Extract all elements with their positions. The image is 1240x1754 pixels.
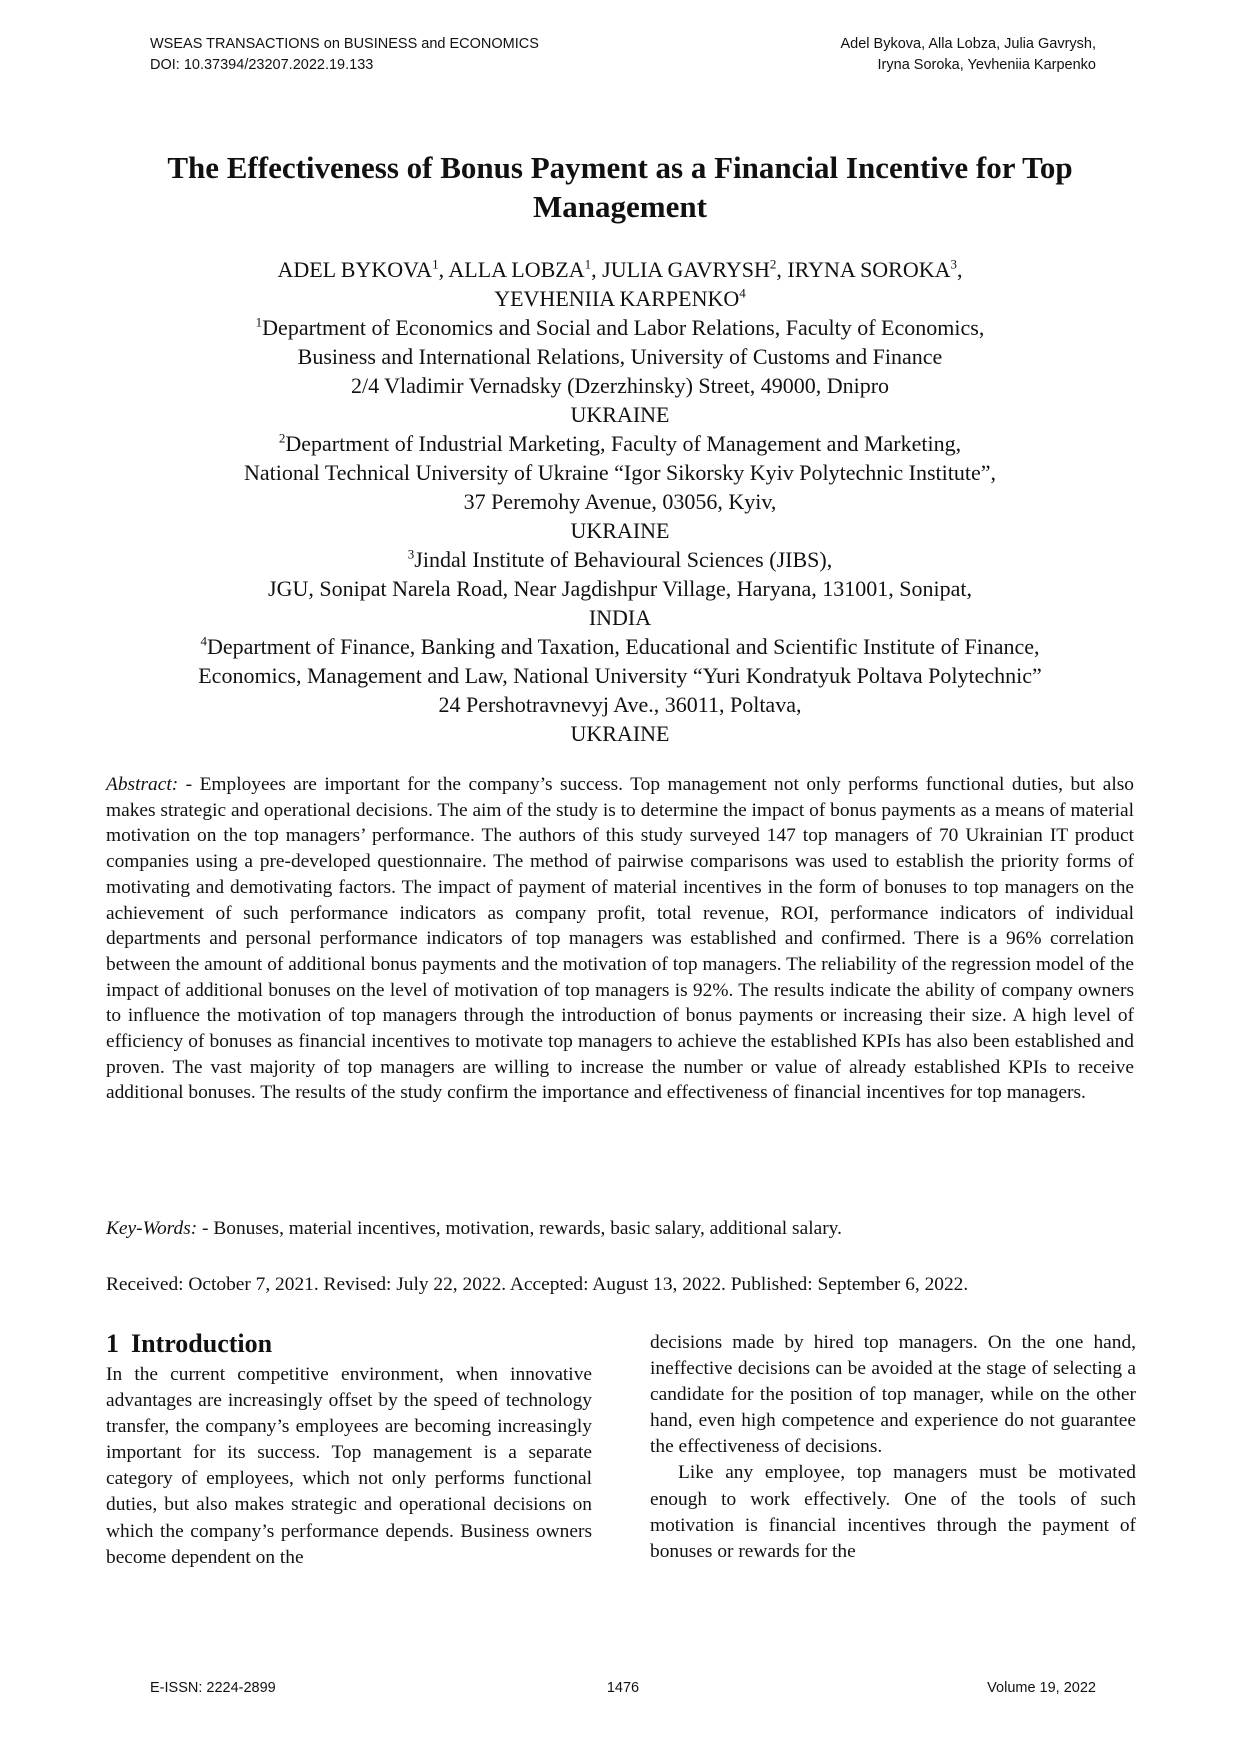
intro-paragraph-2: Like any employee, top managers must be motivated enough to work effectively. One of the tools of such motivation is financial incentives through the payment of bonuses or rewards for the bbox=[650, 1462, 1136, 1562]
author-name: ADEL BYKOVA bbox=[277, 257, 433, 282]
aff-sup: 1 bbox=[255, 314, 263, 330]
intro-paragraph-1: In the current competitive environment, when innovative advantages are increasingly offset by the speed of technology transfer, the company’s employees are becoming increasingly important for its success. Top management is a separate category of employees, which not only performs functional duties, but also makes strategic and operational decisions on which the company’s performance depends. Business owners become dependent on the bbox=[106, 1364, 592, 1568]
affiliation-3-line2: JGU, Sonipat Narela Road, Near Jagdishpur Village, Haryana, 131001, Sonipat, bbox=[268, 576, 972, 601]
affiliation-2-line3: 37 Peremohy Avenue, 03056, Kyiv, bbox=[463, 489, 777, 514]
author-name: YEVHENIIA KARPENKO bbox=[494, 286, 740, 311]
aff-sup: 4 bbox=[200, 633, 207, 649]
affiliation-4-country: UKRAINE bbox=[570, 721, 670, 746]
header-authors-line1: Adel Bykova, Alla Lobza, Julia Gavrysh, bbox=[840, 36, 1096, 52]
affiliation-2-line1 bbox=[90, 429, 1150, 458]
doi[interactable]: DOI: 10.37394/23207.2022.19.133 bbox=[150, 57, 374, 73]
author-sup: 3 bbox=[950, 256, 958, 272]
aff-text: Department of Industrial Marketing, Faculty of Management and Marketing, bbox=[285, 431, 962, 456]
aff-sup: 2 bbox=[278, 430, 286, 446]
author-sup: 1 bbox=[584, 256, 592, 272]
affiliation-4-line3: 24 Pershotravnevyj Ave., 36011, Poltava, bbox=[438, 692, 802, 717]
affiliation-4-line1 bbox=[90, 632, 1150, 661]
section-heading bbox=[106, 1328, 592, 1360]
keywords bbox=[106, 1216, 1134, 1242]
affiliation-3-line1 bbox=[90, 545, 1150, 574]
abstract-label: Abstract: bbox=[106, 774, 179, 795]
publication-dates: Received: October 7, 2021. Revised: July 22, 2022. Accepted: August 13, 2022. Published: September 6, 2022. bbox=[106, 1274, 969, 1295]
author-list-line2 bbox=[90, 284, 1150, 313]
footer-issn: E-ISSN: 2224-2899 bbox=[150, 1680, 276, 1696]
affiliation-1-line1 bbox=[90, 313, 1150, 342]
paper-title bbox=[110, 148, 1130, 226]
header-left bbox=[150, 34, 539, 76]
journal-name: WSEAS TRANSACTIONS on BUSINESS and ECONOMICS bbox=[150, 36, 539, 52]
footer-page-number: 1476 bbox=[606, 1680, 640, 1696]
left-column bbox=[106, 1328, 592, 1571]
aff-text: Jindal Institute of Behavioural Sciences (JIBS), bbox=[414, 547, 833, 572]
author-sup: 1 bbox=[432, 256, 439, 272]
author-name: , IRYNA SOROKA bbox=[776, 257, 951, 282]
affiliation-2-line2: National Technical University of Ukraine “Igor Sikorsky Kyiv Polytechnic Institute”, bbox=[244, 460, 996, 485]
keywords-text: - Bonuses, material incentives, motivation, rewards, basic salary, additional salary. bbox=[197, 1218, 842, 1239]
title-line1: The Effectiveness of Bonus Payment as a Financial Incentive for Top bbox=[167, 150, 1073, 185]
intro-paragraph-1-continued: decisions made by hired top managers. On the one hand, ineffective decisions can be avoided at the stage of selecting a candidate for the position of top manager, while on the other hand, even high competence and experience do not guarantee the effectiveness of decisions. bbox=[650, 1332, 1136, 1458]
aff-sup: 3 bbox=[407, 546, 415, 562]
title-line2: Management bbox=[533, 189, 707, 224]
header-right bbox=[841, 34, 1097, 76]
affiliation-1-country: UKRAINE bbox=[570, 402, 670, 427]
header-authors-line2: Iryna Soroka, Yevheniia Karpenko bbox=[877, 57, 1096, 73]
affiliation-4-line2: Economics, Management and Law, National University “Yuri Kondratyuk Poltava Polytechnic” bbox=[198, 663, 1042, 688]
abstract-text: - Employees are important for the company’s success. Top management not only performs functional duties, but also makes strategic and operational decisions. The aim of the study is to determine the impact of bonus payments as a means of material motivation on the top managers’ performance. The authors of this study surveyed 147 top managers of 70 Ukrainian IT product companies using a pre-developed questionnaire. The method of pairwise comparisons was used to establish the priority forms of motivating and demotivating factors. The impact of payment of material incentives in the form of bonuses to top managers on the achievement of such performance indicators as company profit, total revenue, ROI, performance indicators of individual departments and personal performance indicators of top managers was established and confirmed. There is a 96% correlation between the amount of additional bonus payments and the motivation of top managers. The reliability of the regression model of the impact of additional bonuses on the level of motivation of top managers is 92%. The results indicate the ability of company owners to influence the motivation of top managers through the introduction of bonus payments or increasing their size. A high level of efficiency of bonuses as financial incentives to motivate top managers to achieve the established KPIs has also been established and proven. The vast majority of top managers are willing to increase the number or value of already established KPIs to receive additional bonuses. The results of the study confirm the importance and effectiveness of financial incentives for top managers. bbox=[106, 774, 1134, 1104]
keywords-label: Key-Words: bbox=[106, 1218, 198, 1239]
author-sep: , bbox=[957, 257, 963, 282]
author-sup: 2 bbox=[769, 256, 777, 272]
author-list-line1 bbox=[90, 255, 1150, 284]
author-sup: 4 bbox=[739, 285, 746, 301]
affiliation-1-line2: Business and International Relations, University of Customs and Finance bbox=[297, 344, 943, 369]
right-column bbox=[650, 1330, 1136, 1565]
affiliation-3-country: INDIA bbox=[588, 605, 652, 630]
aff-text: Department of Economics and Social and Labor Relations, Faculty of Economics, bbox=[262, 315, 985, 340]
affiliation-2-country: UKRAINE bbox=[570, 518, 670, 543]
section-number: 1 bbox=[106, 1329, 119, 1358]
author-name: , JULIA GAVRYSH bbox=[591, 257, 770, 282]
section-title: Introduction bbox=[131, 1329, 273, 1358]
author-name: , ALLA LOBZA bbox=[438, 257, 585, 282]
affiliation-1-line3: 2/4 Vladimir Vernadsky (Dzerzhinsky) Street, 49000, Dnipro bbox=[350, 373, 890, 398]
abstract bbox=[106, 772, 1134, 1106]
authors-block bbox=[90, 255, 1150, 748]
aff-text: Department of Finance, Banking and Taxation, Educational and Scientific Institute of Finance, bbox=[206, 634, 1040, 659]
footer-volume: Volume 19, 2022 bbox=[987, 1680, 1096, 1696]
